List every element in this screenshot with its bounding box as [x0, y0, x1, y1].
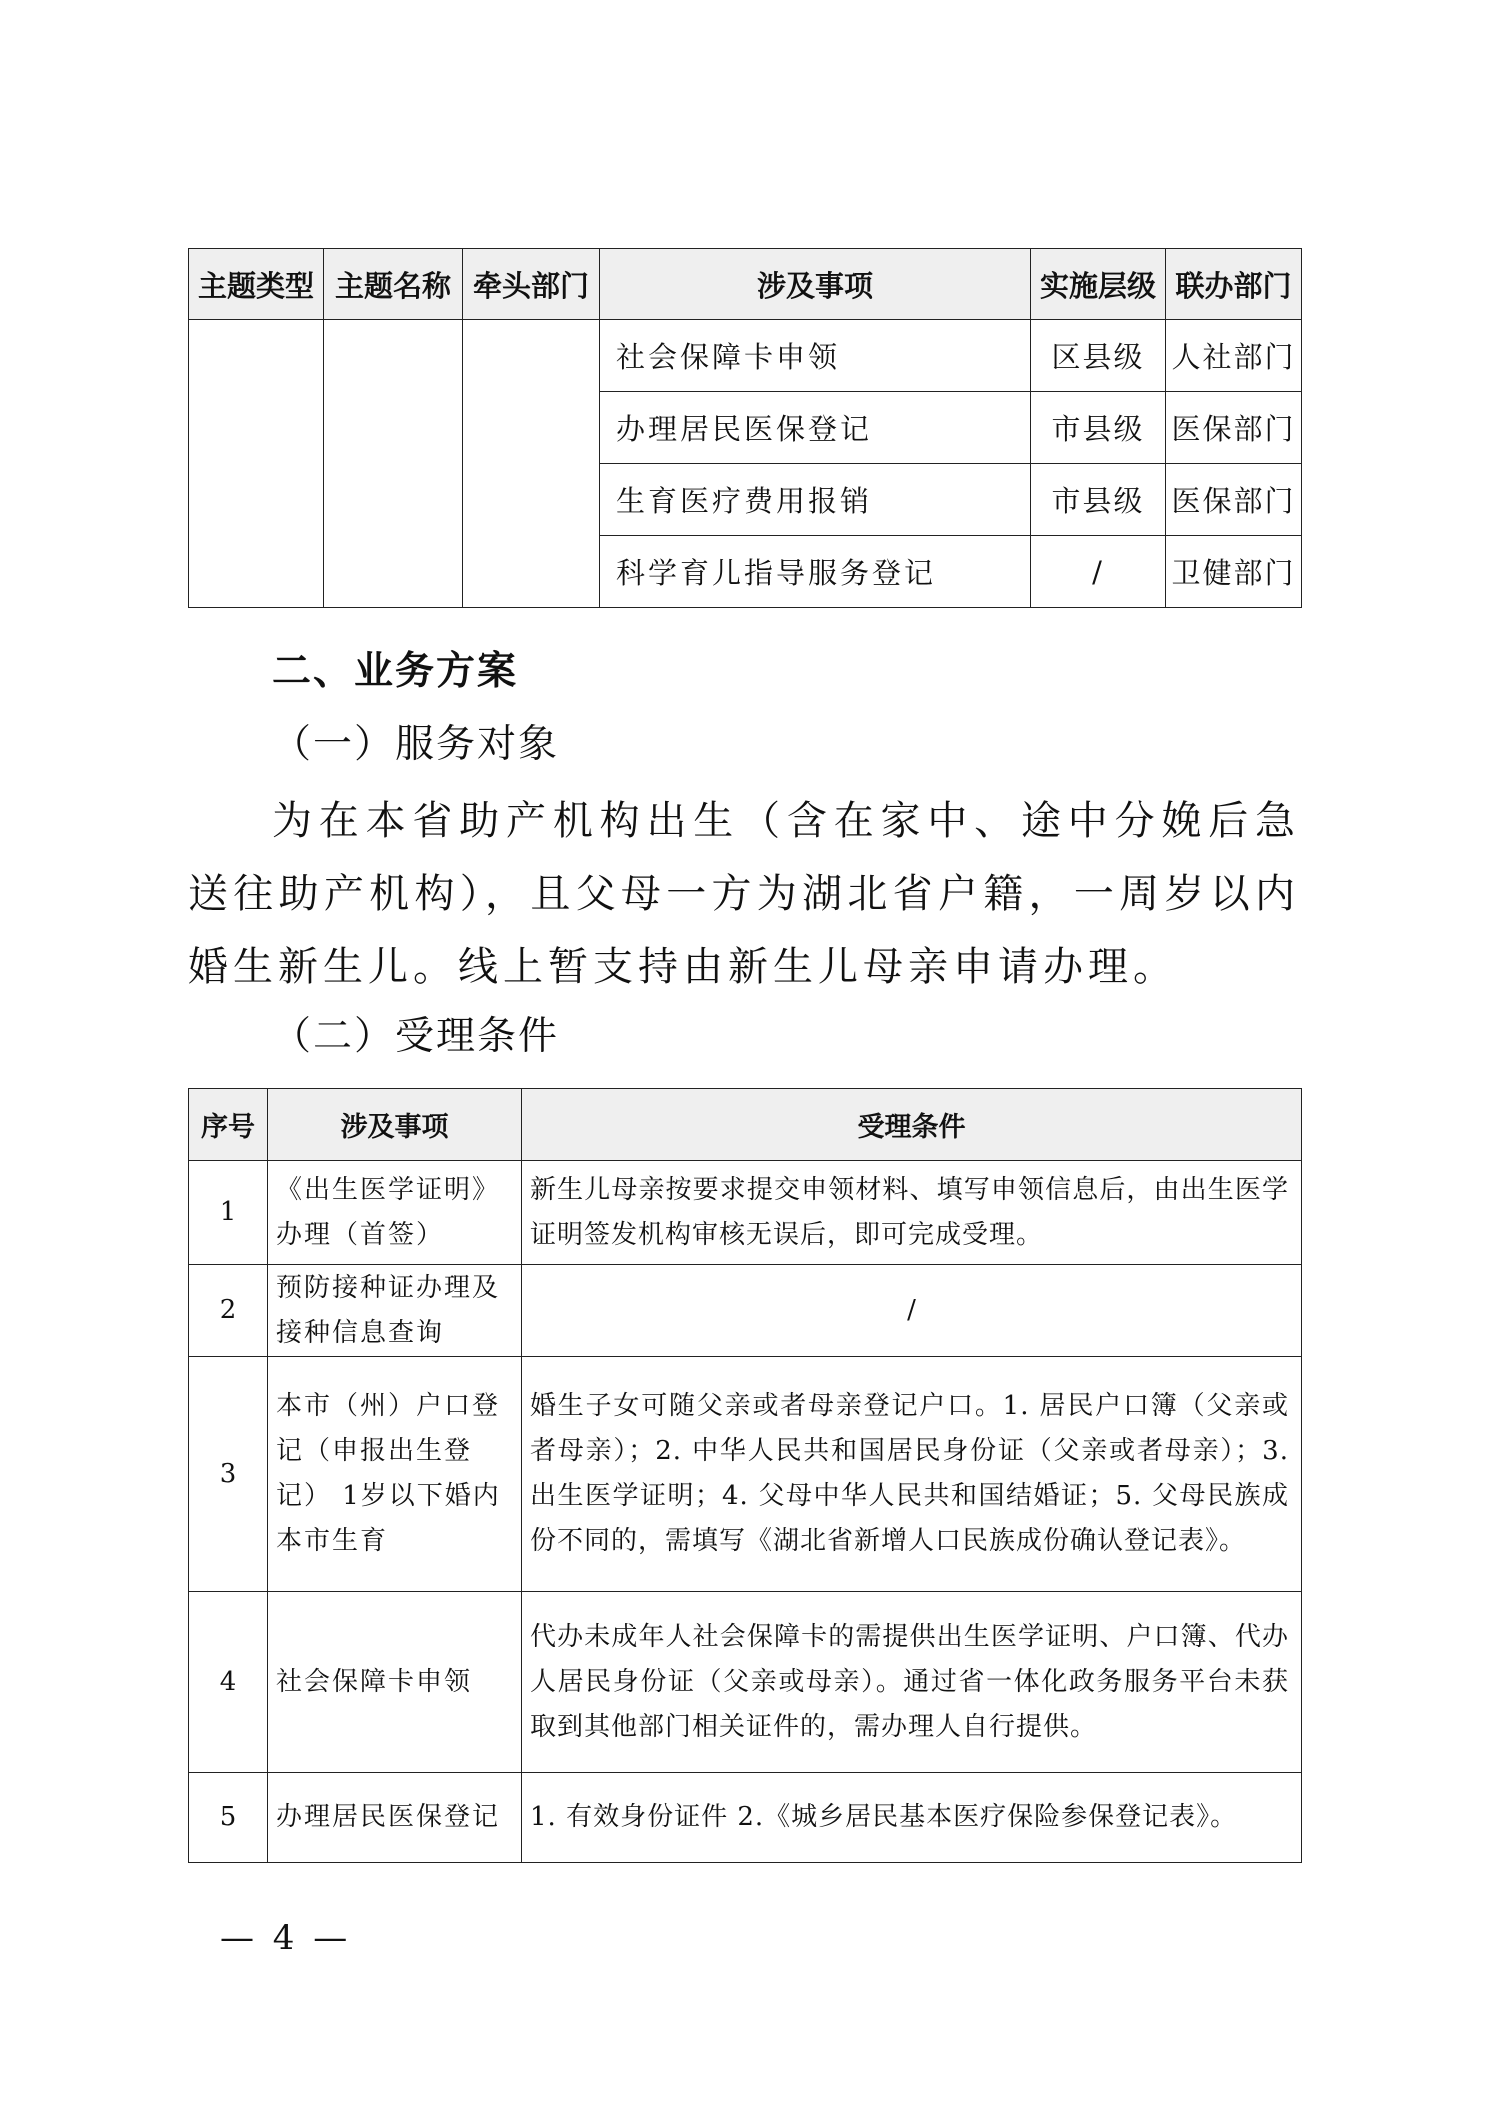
subsection-heading-conditions: （二）受理条件 [272, 1014, 560, 1059]
condition-cell: / [522, 1265, 1302, 1357]
table-header-row [189, 1089, 1302, 1161]
item-cell: 办理居民医保登记 [600, 392, 1031, 464]
item-cell: 生育医疗费用报销 [600, 464, 1031, 536]
item-cell: 社会保障卡申领 [268, 1592, 522, 1773]
dept-cell: 人社部门 [1166, 320, 1302, 392]
column-header: 涉及事项 [600, 249, 1031, 320]
column-header: 主题名称 [324, 249, 463, 320]
lead-dept-cell [463, 320, 600, 608]
row-number: 4 [189, 1592, 268, 1773]
dept-cell: 卫健部门 [1166, 536, 1302, 608]
condition-cell: 新生儿母亲按要求提交申领材料、填写申领信息后，由出生医学证明签发机构审核无误后，即可完成受理。 [522, 1161, 1302, 1265]
column-header: 受理条件 [522, 1089, 1302, 1161]
item-cell: 社会保障卡申领 [600, 320, 1031, 392]
column-header: 涉及事项 [268, 1089, 522, 1161]
column-header: 牵头部门 [463, 249, 600, 320]
table-row [189, 1357, 1302, 1592]
page-number: — 4 — [220, 1918, 352, 1958]
subsection-heading-service-target: （一）服务对象 [272, 722, 560, 767]
level-cell: 区县级 [1031, 320, 1166, 392]
section-heading: 二、业务方案 [272, 649, 519, 694]
item-cell: 《出生医学证明》办理（首签） [268, 1161, 522, 1265]
table-row [189, 1161, 1302, 1265]
column-header: 联办部门 [1166, 249, 1302, 320]
column-header: 序号 [189, 1089, 268, 1161]
column-header: 实施层级 [1031, 249, 1166, 320]
row-number: 3 [189, 1357, 268, 1592]
row-number: 1 [189, 1161, 268, 1265]
condition-cell: 代办未成年人社会保障卡的需提供出生医学证明、户口簿、代办人居民身份证（父亲或母亲）。通过省一体化政务服务平台未获取到其他部门相关证件的，需办理人自行提供。 [522, 1592, 1302, 1773]
level-cell: / [1031, 536, 1166, 608]
level-cell: 市县级 [1031, 392, 1166, 464]
dept-cell: 医保部门 [1166, 392, 1302, 464]
conditions-table [188, 1088, 1302, 1863]
table-row [189, 1592, 1302, 1773]
condition-cell: 1. 有效身份证件 2.《城乡居民基本医疗保险参保登记表》。 [522, 1773, 1302, 1863]
condition-cell: 婚生子女可随父亲或者母亲登记户口。1. 居民户口簿（父亲或者母亲）；2. 中华人民共和国居民身份证（父亲或者母亲）；3. 出生医学证明；4. 父母中华人民共和国结婚证；5. 父母民族成份不同的，需填写《湖北省新增人口民族成份确认登记表》。 [522, 1357, 1302, 1592]
theme-table [188, 248, 1302, 608]
column-header: 主题类型 [189, 249, 324, 320]
row-number: 2 [189, 1265, 268, 1357]
level-cell: 市县级 [1031, 464, 1166, 536]
item-cell: 科学育儿指导服务登记 [600, 536, 1031, 608]
body-paragraph: 为在本省助产机构出生（含在家中、途中分娩后急送往助产机构），且父母一方为湖北省户籍，一周岁以内婚生新生儿。线上暂支持由新生儿母亲申请办理。 [188, 798, 1300, 990]
item-cell: 预防接种证办理及接种信息查询 [268, 1265, 522, 1357]
theme-name-cell [324, 320, 463, 608]
item-cell: 办理居民医保登记 [268, 1773, 522, 1863]
item-cell: 本市（州）户口登记（申报出生登记） 1岁以下婚内本市生育 [268, 1357, 522, 1592]
dept-cell: 医保部门 [1166, 464, 1302, 536]
table-row [189, 320, 1302, 392]
table-header-row [189, 249, 1302, 320]
table-row [189, 1773, 1302, 1863]
row-number: 5 [189, 1773, 268, 1863]
theme-type-cell [189, 320, 324, 608]
table-row [189, 1265, 1302, 1357]
